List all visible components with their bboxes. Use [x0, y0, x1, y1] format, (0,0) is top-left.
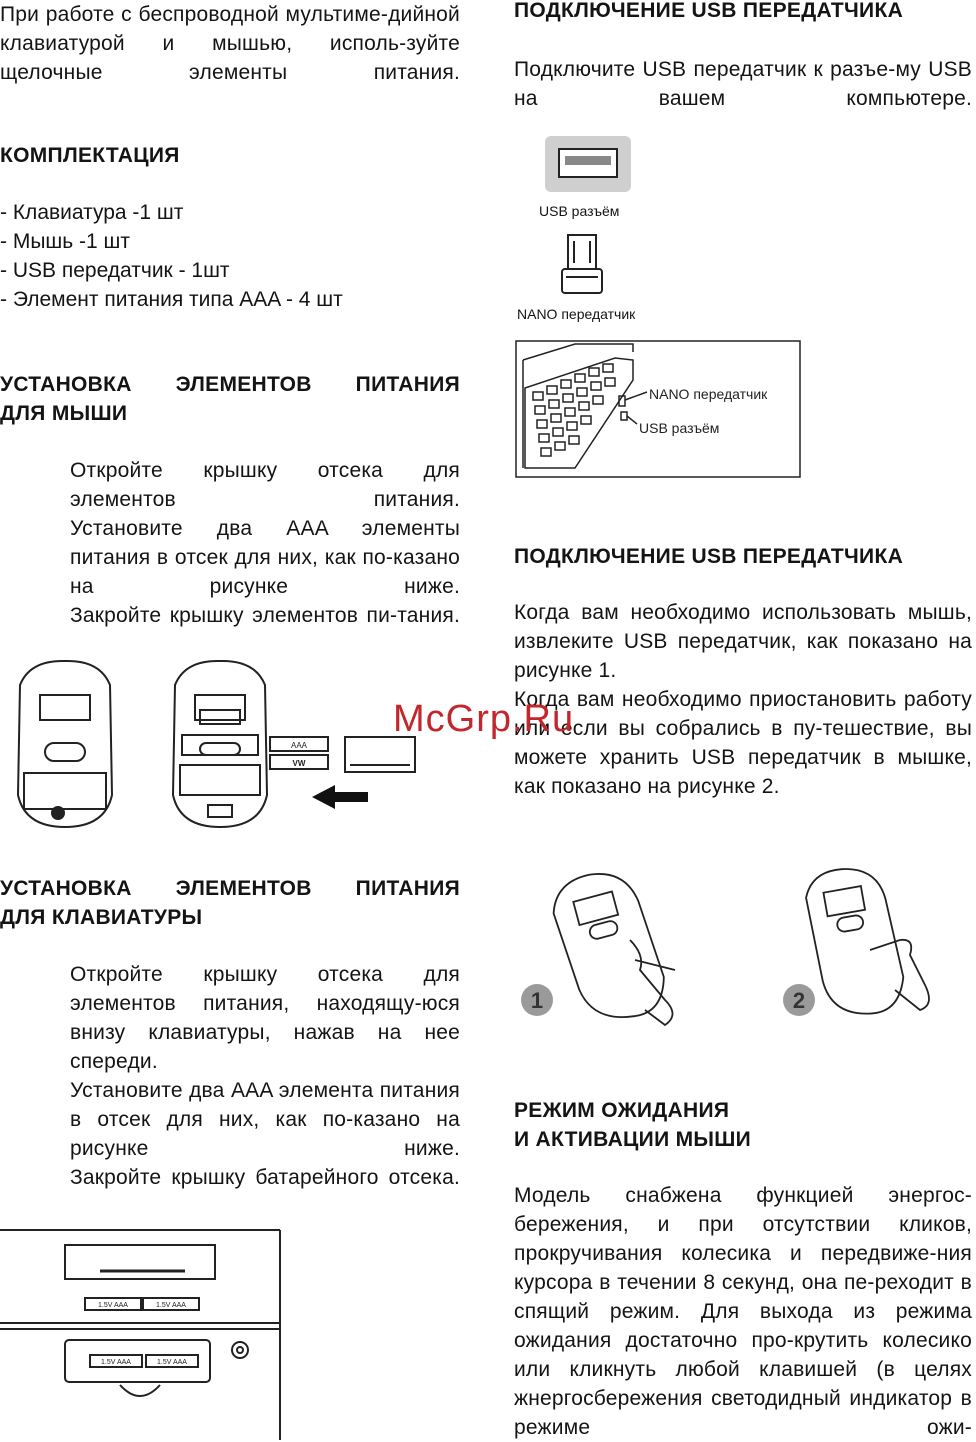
battery-label: 1.5V AAA [98, 1302, 128, 1309]
mouse-usb-storage-illustration [515, 860, 960, 1035]
battery-label: 1.5V AAA [101, 1359, 131, 1366]
standby-heading-line2: И АКТИВАЦИИ МЫШИ [514, 1128, 752, 1151]
mouse-battery-illustration [0, 655, 430, 835]
watermark: McGrp.Ru [393, 698, 575, 740]
usb-storage-para-1: Когда вам необходимо использовать мышь, извлеките USB передатчик, как показано на рисунке 1. [514, 601, 972, 682]
intro-text: При работе с беспроводной мультиме-дийной клавиатурой и мышью, исполь-зуйте щелочные элементы питания. [0, 3, 460, 84]
standby-heading: РЕЖИМ ОЖИДАНИЯ [514, 1099, 730, 1122]
battery-label: 1.5V AAA [157, 1359, 187, 1366]
usb-storage-para-2: Когда вам необходимо приостановить работу или если вы собрались в пу-тешествие, вы можете хранить USB передатчик в мышке, как показано на рисунке 2. [514, 688, 972, 798]
usb-port-label: USB разъём [539, 203, 620, 219]
usb-port-icon [545, 136, 631, 192]
keyboard-batteries-heading: УСТАНОВКА ЭЛЕМЕНТОВ ПИТАНИЯ [0, 877, 460, 900]
kit-item: - Клавиатура -1 шт [0, 201, 184, 224]
battery-label-aaa: AAA [290, 741, 308, 750]
nano-receiver-label: NANO передатчик [517, 306, 636, 322]
usb-connect-text: Подключите USB передатчик к разъе-му USB на вашем компьютере. [514, 58, 972, 110]
mouse-step-2: Установите два AAA элементы питания в отсек для них, как по-казано на рисунке ниже. [70, 517, 460, 598]
keyboard-battery-illustration [0, 1225, 290, 1440]
callout-nano-label: NANO передатчик [649, 386, 768, 402]
mouse-batteries-heading: УСТАНОВКА ЭЛЕМЕНТОВ ПИТАНИЯ [0, 373, 460, 396]
figure-number-2: 2 [792, 988, 806, 1013]
keyboard-step-3: Закройте крышку батарейного отсека. [70, 1166, 460, 1189]
figure-number-1: 1 [530, 988, 544, 1013]
kit-heading: КОМПЛЕКТАЦИЯ [0, 144, 180, 167]
kit-item: - USB передатчик - 1шт [0, 259, 230, 282]
mouse-step-1: Откройте крышку отсека для элементов питания. [70, 459, 460, 511]
battery-label-vw: VW [292, 759, 306, 768]
nano-receiver-icon [560, 233, 604, 297]
standby-text: Модель снабжена функцией энергос-бережения, и при отсутствии кликов, прокручивания колесика и передвиже-ния курсора в течении 8 секунд, она пе-реходит в спящий режим. Для выхода из режима ожидания достаточно про-крутить колесико или кликнуть любой клавишей (в целях жнергосбережения светодидный индикатор в режиме ожи- [514, 1184, 972, 1439]
usb-storage-heading: ПОДКЛЮЧЕНИЕ USB ПЕРЕДАТЧИКА [514, 545, 904, 568]
keyboard-batteries-heading-line2: ДЛЯ КЛАВИАТУРЫ [0, 906, 203, 929]
laptop-usb-illustration [515, 340, 801, 478]
kit-item: - Мышь -1 шт [0, 230, 131, 253]
usb-connect-heading: ПОДКЛЮЧЕНИЕ USB ПЕРЕДАТЧИКА [514, 0, 904, 22]
keyboard-step-2: Установите два AAA элемента питания в отсек для них, как по-казано на рисунке ниже. [70, 1079, 460, 1160]
kit-item: - Элемент питания типа AAA - 4 шт [0, 288, 343, 311]
callout-usb-label: USB разъём [639, 420, 720, 436]
mouse-batteries-heading-line2: ДЛЯ МЫШИ [0, 402, 128, 425]
mouse-step-3: Закройте крышку элементов пи-тания. [70, 604, 460, 627]
arrow-left-icon [312, 785, 368, 809]
keyboard-step-1: Откройте крышку отсека для элементов питания, находящу-юся внизу клавиатуры, нажав на нее спереди. [70, 963, 460, 1073]
battery-label: 1.5V AAA [156, 1302, 186, 1309]
